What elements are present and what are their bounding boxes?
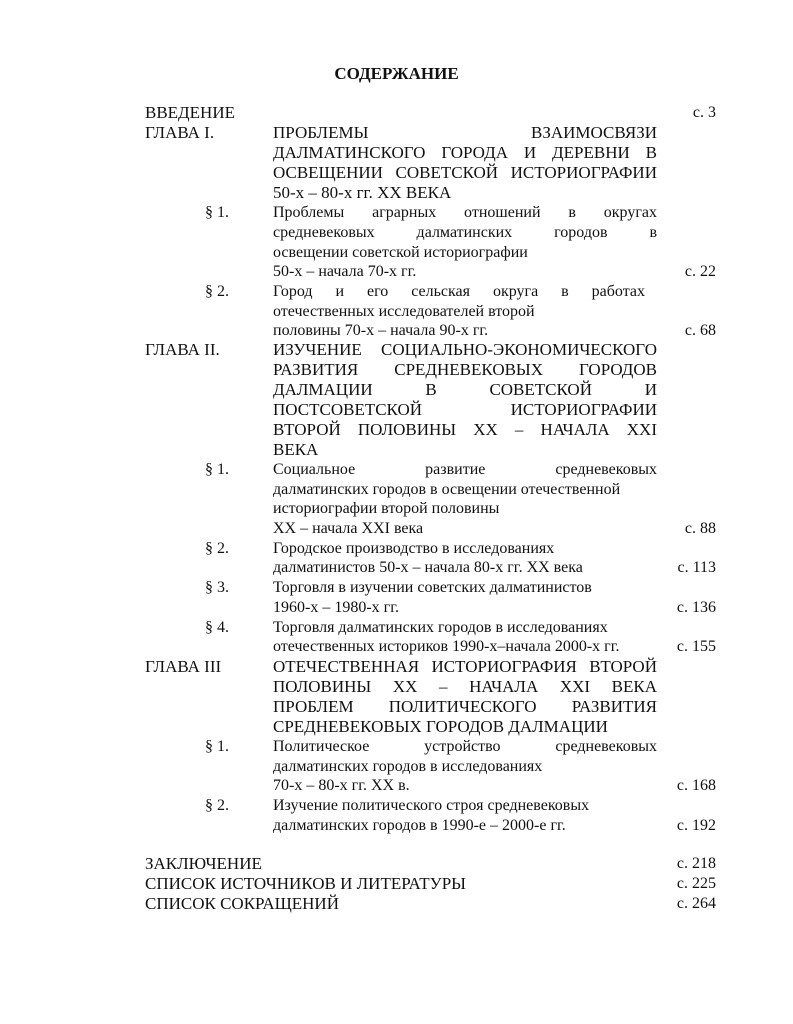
section-number: § 2. [205,797,229,814]
section-title-line: историографии второй половины [273,500,500,517]
toc-conclusion-label: ЗАКЛЮЧЕНИЕ [145,854,262,873]
chapter3-title-line: СРЕДНЕВЕКОВЫХ ГОРОДОВ ДАЛМАЦИИ [273,717,608,736]
section-number: § 4. [205,619,229,636]
chapter1-title-line: ПРОБЛЕМЫ ВЗАИМОСВЯЗИ [273,123,657,142]
section-title-line: половины 70-х – начала 90-х гг. [273,322,489,339]
toc-intro-page: с. 3 [692,104,716,121]
section-title-line: 50-х – начала 70-х гг. [273,263,417,280]
page-title: СОДЕРЖАНИЕ [334,64,459,83]
section-title-line: отечественных историков 1990-х–начала 2000-х гг. [273,638,620,655]
section-page: с. 22 [684,263,716,280]
chapter1-label: ГЛАВА I. [145,123,215,142]
section-title-line: Город и его сельская округа в работах [273,283,645,300]
section-title-line: Торговля далматинских городов в исследованиях [273,619,608,636]
chapter1-title-line: 50-х – 80-х гг. XX ВЕКА [273,183,452,202]
section-title-line: средневековых далматинских городов в [273,224,657,241]
toc-intro-label: ВВЕДЕНИЕ [145,103,235,122]
toc-abbreviations-page: с. 264 [676,895,716,912]
chapter3-title-line: ОТЕЧЕСТВЕННАЯ ИСТОРИОГРАФИЯ ВТОРОЙ [273,657,657,676]
section-title-line: XX – начала XXI века [273,520,424,537]
toc-abbreviations-label: СПИСОК СОКРАЩЕНИЙ [145,894,339,913]
chapter3-title-line: ПОЛОВИНЫ XX – НАЧАЛА XXI ВЕКА [273,677,657,696]
section-page: с. 88 [684,520,716,537]
section-title-line: Социальное развитие средневековых [273,461,657,478]
section-title-line: далматинистов 50-х – начала 80-х гг. XX века [273,559,583,576]
toc-sources-page: с. 225 [676,875,716,892]
chapter2-title-line: ВЕКА [273,440,319,459]
section-title-line: Политическое устройство средневековых [273,738,657,755]
section-page: с. 136 [676,599,716,616]
chapter2-title-line: ИЗУЧЕНИЕ СОЦИАЛЬНО-ЭКОНОМИЧЕСКОГО [273,340,657,359]
section-title-line: Торговля в изучении советских далматинистов [273,579,592,596]
section-number: § 2. [205,540,229,557]
section-title-line: далматинских городов в 1990-е – 2000-е гг. [273,817,566,834]
section-title-line: далматинских городов в освещении отечественной [273,481,621,498]
section-title-line: 70-х – 80-х гг. XX в. [273,777,410,794]
chapter1-title-line: ДАЛМАТИНСКОГО ГОРОДА И ДЕРЕВНИ В [273,143,657,162]
chapter3-label: ГЛАВА III [145,657,222,676]
section-title-line: Изучение политического строя средневековых [273,797,590,814]
section-title-line: освещении советской историографии [273,244,528,261]
section-number: § 1. [205,461,229,478]
chapter2-title-line: ДАЛМАЦИИ В СОВЕТСКОЙ И [273,380,657,399]
section-title-line: 1960-х – 1980-х гг. [273,599,399,616]
section-title-line: Городское производство в исследованиях [273,540,555,557]
toc-sources-label: СПИСОК ИСТОЧНИКОВ И ЛИТЕРАТУРЫ [145,874,466,893]
section-number: § 1. [205,204,229,221]
chapter1-title-line: ОСВЕЩЕНИИ СОВЕТСКОЙ ИСТОРИОГРАФИИ [273,163,657,182]
chapter2-title-line: РАЗВИТИЯ СРЕДНЕВЕКОВЫХ ГОРОДОВ [273,360,657,379]
chapter3-title-line: ПРОБЛЕМ ПОЛИТИЧЕСКОГО РАЗВИТИЯ [273,697,657,716]
section-title-line: далматинских городов в исследованиях [273,758,543,775]
chapter2-title-line: ПОСТСОВЕТСКОЙ ИСТОРИОГРАФИИ [273,400,657,419]
section-title-line: Проблемы аграрных отношений в округах [273,204,657,221]
toc-conclusion-page: с. 218 [676,855,716,872]
section-number: § 3. [205,579,229,596]
chapter2-label: ГЛАВА II. [145,340,220,359]
section-page: с. 192 [676,817,716,834]
section-page: с. 68 [684,322,716,339]
section-page: с. 155 [676,638,716,655]
section-number: § 1. [205,738,229,755]
section-page: с. 113 [677,559,716,576]
section-title-line: отечественных исследователей второй [273,303,535,320]
section-number: § 2. [205,283,229,300]
section-page: с. 168 [676,777,716,794]
chapter2-title-line: ВТОРОЙ ПОЛОВИНЫ XX – НАЧАЛА XXI [273,420,657,439]
